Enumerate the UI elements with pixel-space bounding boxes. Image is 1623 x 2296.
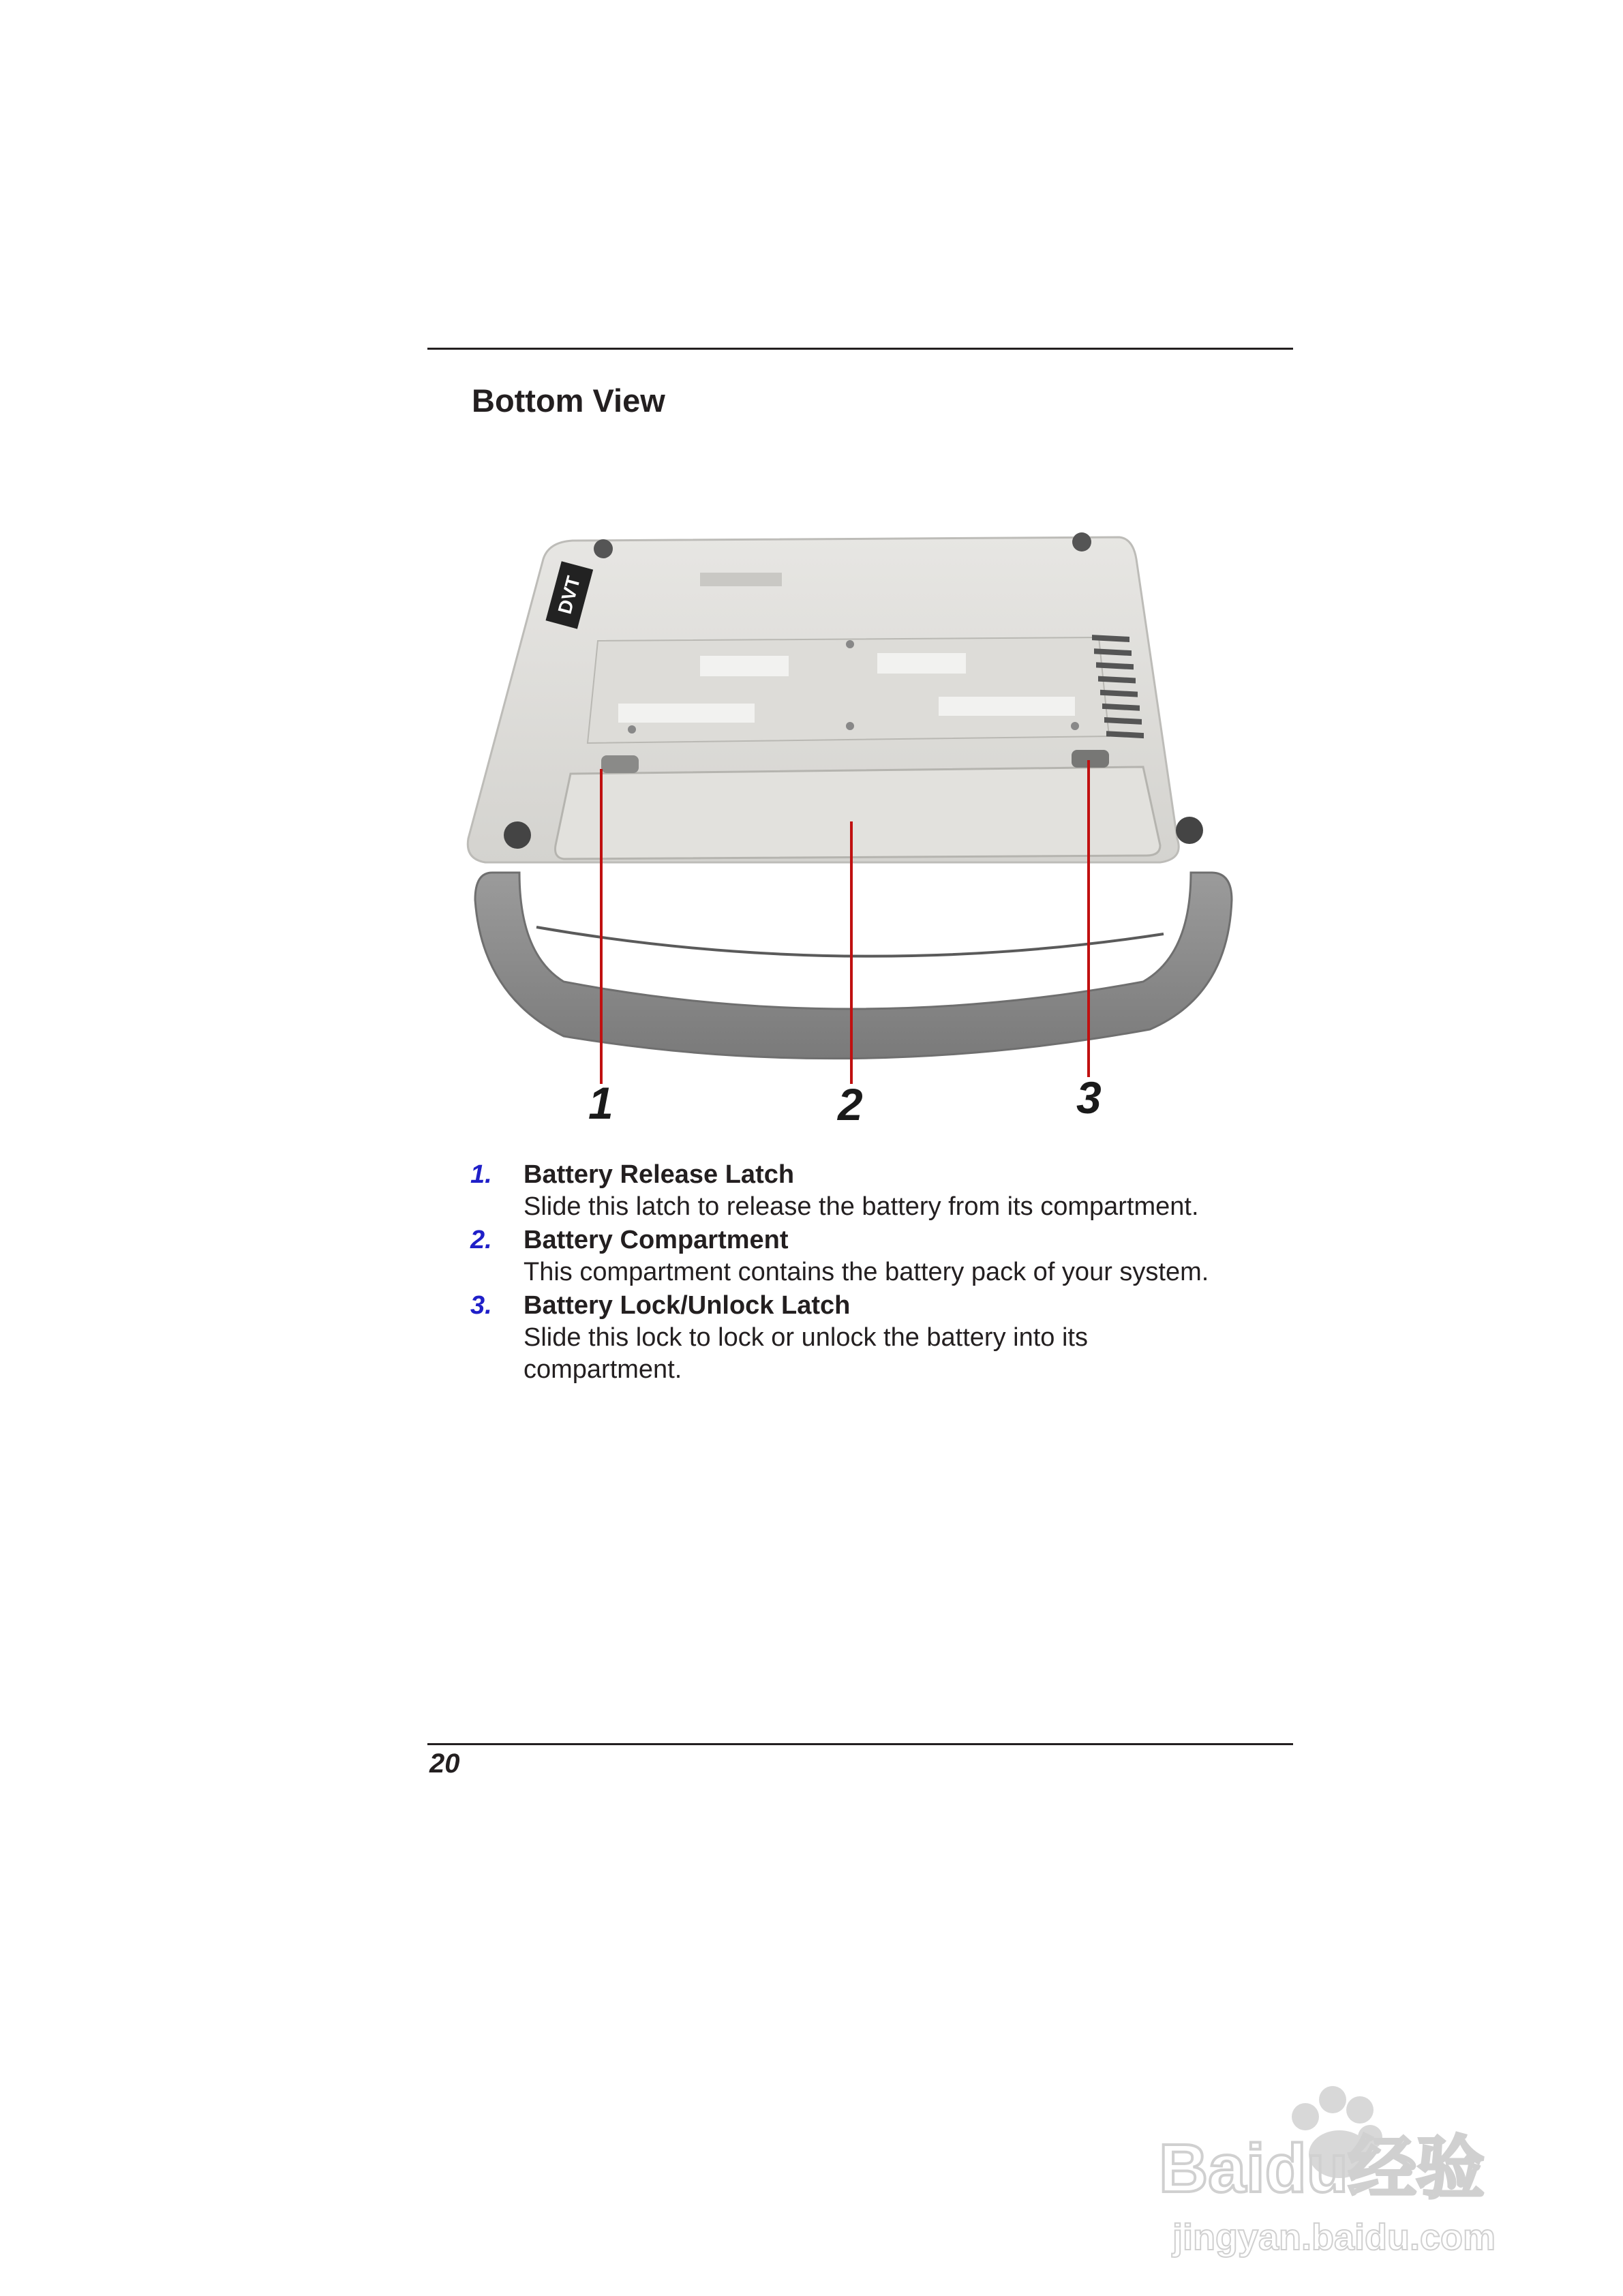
item-description: Slide this lock to lock or unlock the battery into its compartment. — [524, 1323, 1088, 1384]
item-number: 2. — [470, 1226, 492, 1254]
list-item — [470, 1290, 1295, 1386]
callout-legend-list — [470, 1159, 1295, 1387]
list-item — [470, 1224, 1295, 1288]
laptop-bottom-image — [427, 518, 1293, 1159]
section-title: Bottom View — [472, 382, 665, 419]
item-title: Battery Release Latch — [524, 1160, 795, 1189]
item-title: Battery Compartment — [524, 1226, 789, 1254]
battery-lock-latch — [1072, 750, 1109, 768]
callout-number-2: 2 — [838, 1079, 863, 1130]
footer-rule — [427, 1743, 1293, 1745]
item-description: This compartment contains the battery pack of your system. — [524, 1258, 1209, 1286]
callout-number-3: 3 — [1076, 1072, 1102, 1123]
laptop-bottom-figure — [427, 518, 1293, 1159]
list-item — [470, 1159, 1295, 1223]
carry-handle — [475, 873, 1232, 1059]
page-number: 20 — [429, 1749, 460, 1779]
item-title: Battery Lock/Unlock Latch — [524, 1291, 851, 1320]
svg-text:DVT: DVT — [553, 573, 585, 616]
battery-compartment — [556, 767, 1161, 859]
header-rule — [427, 348, 1293, 350]
item-description: Slide this latch to release the battery from its compartment. — [524, 1192, 1199, 1221]
item-number: 3. — [470, 1291, 492, 1320]
svg-text:Baidu经验: Baidu经验 — [1159, 2130, 1485, 2207]
battery-release-latch — [601, 755, 639, 773]
baidu-watermark-logo — [1159, 2072, 1541, 2270]
item-number: 1. — [470, 1160, 492, 1189]
svg-text:jingyan.baidu.com: jingyan.baidu.com — [1172, 2217, 1496, 2258]
callout-number-1: 1 — [588, 1078, 613, 1128]
